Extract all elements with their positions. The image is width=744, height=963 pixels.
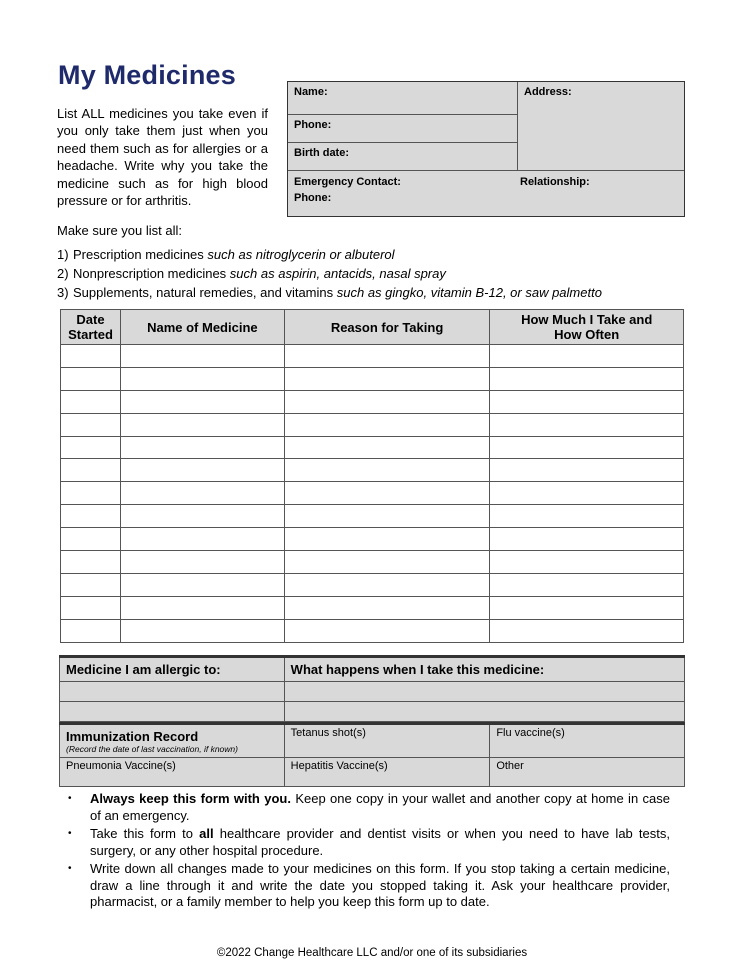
- reason-cell[interactable]: [284, 413, 490, 436]
- reason-cell[interactable]: [284, 459, 490, 482]
- reason-cell[interactable]: [284, 436, 490, 459]
- page-title: My Medicines: [58, 60, 236, 90]
- instructions-list: [68, 791, 670, 913]
- table-row: [61, 436, 684, 459]
- medicine-name-cell[interactable]: [120, 413, 284, 436]
- list-item: • Always keep this form with you. Keep one copy in your wallet and another copy at home in case of an emergency.: [68, 791, 670, 823]
- birth-date-field[interactable]: Birth date:: [294, 147, 349, 159]
- medicine-name-cell[interactable]: [120, 345, 284, 368]
- date-started-cell[interactable]: [61, 619, 121, 642]
- medicine-name-cell[interactable]: [120, 551, 284, 574]
- reason-cell[interactable]: [284, 573, 490, 596]
- hepatitis-cell[interactable]: Hepatitis Vaccine(s): [284, 758, 490, 787]
- table-header-row: [60, 657, 685, 682]
- medicine-name-cell[interactable]: [120, 528, 284, 551]
- list-item: • Write down all changes made to your medicines on this form. If you stop taking a certain medicine, draw a line through it and write the date you stopped taking it. Ask your healthcare provider, pharmacist, or a family member to help you keep this form up to date.: [68, 861, 670, 909]
- patient-info-box: [287, 81, 685, 217]
- immunization-title-cell: [60, 724, 285, 758]
- date-started-header: Date Started: [61, 310, 121, 345]
- make-sure-label: Make sure you list all:: [57, 223, 182, 238]
- dosage-cell[interactable]: [490, 551, 684, 574]
- pneumonia-cell[interactable]: Pneumonia Vaccine(s): [60, 758, 285, 787]
- allergic-medicine-header: Medicine I am allergic to:: [60, 657, 285, 682]
- medicine-name-cell[interactable]: [120, 390, 284, 413]
- date-started-cell[interactable]: [61, 413, 121, 436]
- table-row: [61, 551, 684, 574]
- reason-for-taking-header: Reason for Taking: [284, 310, 490, 345]
- medicine-name-cell[interactable]: [120, 367, 284, 390]
- dosage-cell[interactable]: [490, 390, 684, 413]
- date-started-cell[interactable]: [61, 345, 121, 368]
- dosage-cell[interactable]: [490, 619, 684, 642]
- table-header-row: [61, 310, 684, 345]
- reason-cell[interactable]: [284, 367, 490, 390]
- table-row: [60, 758, 685, 787]
- address-field[interactable]: Address:: [524, 86, 572, 98]
- dosage-cell[interactable]: [490, 596, 684, 619]
- allergy-reaction-cell[interactable]: [284, 702, 684, 722]
- medicine-name-cell[interactable]: [120, 573, 284, 596]
- immunization-table: [59, 722, 685, 787]
- date-started-cell[interactable]: [61, 596, 121, 619]
- how-much-header: How Much I Take and How Often: [490, 310, 684, 345]
- medicine-name-cell[interactable]: [120, 505, 284, 528]
- table-row: [61, 459, 684, 482]
- date-started-cell[interactable]: [61, 367, 121, 390]
- date-started-cell[interactable]: [61, 573, 121, 596]
- emergency-contact-field[interactable]: Emergency Contact:: [294, 176, 401, 188]
- medicine-name-cell[interactable]: [120, 596, 284, 619]
- immunization-subtitle: (Record the date of last vaccination, if known): [66, 744, 238, 754]
- dosage-cell[interactable]: [490, 367, 684, 390]
- date-started-cell[interactable]: [61, 459, 121, 482]
- immunization-title: Immunization Record: [66, 729, 199, 744]
- reason-cell[interactable]: [284, 345, 490, 368]
- table-row: [61, 482, 684, 505]
- table-row: [60, 724, 685, 758]
- medicine-type-list: [57, 245, 602, 302]
- intro-text: List ALL medicines you take even if you only take them just when you need them such as for allergies or a headache. Write why you take the medicine such as for high blood pressure or for arthritis.: [57, 106, 268, 209]
- reason-cell[interactable]: [284, 619, 490, 642]
- date-started-cell[interactable]: [61, 482, 121, 505]
- dosage-cell[interactable]: [490, 345, 684, 368]
- reason-cell[interactable]: [284, 551, 490, 574]
- table-row: [60, 702, 685, 722]
- allergy-table: [59, 655, 685, 722]
- dosage-cell[interactable]: [490, 573, 684, 596]
- other-vaccine-cell[interactable]: Other: [490, 758, 685, 787]
- allergy-medicine-cell[interactable]: [60, 682, 285, 702]
- emergency-phone-field[interactable]: Phone:: [294, 192, 332, 204]
- table-row: [61, 390, 684, 413]
- table-row: [61, 619, 684, 642]
- date-started-cell[interactable]: [61, 551, 121, 574]
- bullet-icon: •: [68, 828, 72, 839]
- table-row: [61, 505, 684, 528]
- reason-cell[interactable]: [284, 528, 490, 551]
- allergy-reaction-cell[interactable]: [284, 682, 684, 702]
- table-row: [61, 413, 684, 436]
- reason-cell[interactable]: [284, 482, 490, 505]
- reason-cell[interactable]: [284, 505, 490, 528]
- bullet-icon: •: [68, 793, 72, 804]
- dosage-cell[interactable]: [490, 436, 684, 459]
- name-field[interactable]: Name:: [294, 86, 328, 98]
- table-row: [61, 345, 684, 368]
- table-row: [61, 573, 684, 596]
- medicines-table-body: [61, 345, 684, 643]
- relationship-field[interactable]: Relationship:: [520, 176, 590, 188]
- medicine-name-cell[interactable]: [120, 619, 284, 642]
- reaction-header: What happens when I take this medicine:: [284, 657, 684, 682]
- table-row: [61, 528, 684, 551]
- medicines-table: [60, 309, 684, 643]
- bullet-icon: •: [68, 863, 72, 874]
- list-item: 2) Nonprescription medicines such as aspirin, antacids, nasal spray: [57, 266, 446, 281]
- table-row: [61, 596, 684, 619]
- name-of-medicine-header: Name of Medicine: [120, 310, 284, 345]
- dosage-cell[interactable]: [490, 413, 684, 436]
- phone-field[interactable]: Phone:: [294, 119, 332, 131]
- medicine-name-cell[interactable]: [120, 436, 284, 459]
- date-started-cell[interactable]: [61, 436, 121, 459]
- tetanus-cell[interactable]: Tetanus shot(s): [284, 724, 490, 758]
- flu-cell[interactable]: Flu vaccine(s): [490, 724, 685, 758]
- reason-cell[interactable]: [284, 596, 490, 619]
- list-item: 3) Supplements, natural remedies, and vitamins such as gingko, vitamin B-12, or saw palmetto: [57, 285, 602, 300]
- dosage-cell[interactable]: [490, 505, 684, 528]
- date-started-cell[interactable]: [61, 390, 121, 413]
- footer-copyright: ©2022 Change Healthcare LLC and/or one of its subsidiaries: [216, 947, 528, 959]
- dosage-cell[interactable]: [490, 528, 684, 551]
- medicine-name-cell[interactable]: [120, 459, 284, 482]
- medicine-name-cell[interactable]: [120, 482, 284, 505]
- dosage-cell[interactable]: [490, 459, 684, 482]
- table-row: [60, 682, 685, 702]
- date-started-cell[interactable]: [61, 505, 121, 528]
- allergy-medicine-cell[interactable]: [60, 702, 285, 722]
- list-item: 1) Prescription medicines such as nitroglycerin or albuterol: [57, 247, 395, 262]
- dosage-cell[interactable]: [490, 482, 684, 505]
- table-row: [61, 367, 684, 390]
- list-item: • Take this form to all healthcare provider and dentist visits or when you need to have lab tests, surgery, or any other hospital procedure.: [68, 826, 670, 858]
- reason-cell[interactable]: [284, 390, 490, 413]
- date-started-cell[interactable]: [61, 528, 121, 551]
